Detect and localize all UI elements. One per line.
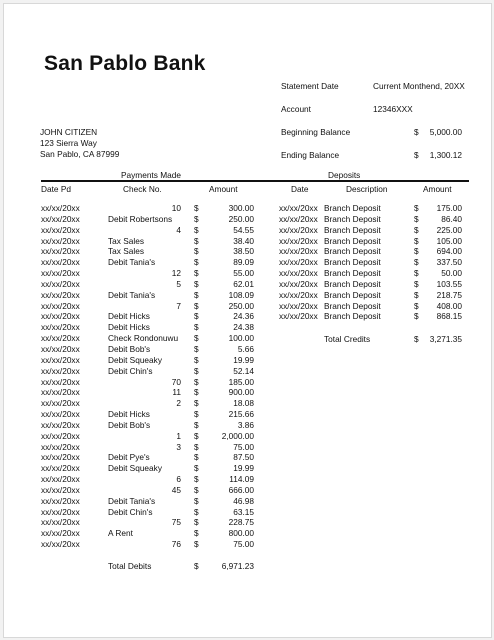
payment-amount: 114.09 (229, 474, 254, 485)
payment-currency: $ (194, 289, 199, 300)
deposits-header-amount: Amount (423, 184, 452, 194)
payment-amount: 75.00 (233, 441, 254, 452)
payment-currency: $ (194, 257, 199, 268)
payment-currency: $ (194, 398, 199, 409)
payment-date: xx/xx/20xx (41, 322, 80, 333)
payment-currency: $ (194, 539, 199, 550)
payment-currency: $ (194, 343, 199, 354)
payment-date: xx/xx/20xx (41, 539, 80, 550)
payment-check-number: 70 (171, 376, 181, 387)
deposit-row (4, 301, 474, 312)
payment-amount: 5.66 (237, 343, 254, 354)
deposit-date: xx/xx/20xx (279, 289, 318, 300)
statement-date-value: Current Monthend, 20XX (373, 81, 465, 91)
payment-amount: 89.09 (233, 257, 254, 268)
payment-description: Tax Sales (108, 235, 144, 246)
payment-description: Debit Bob's (108, 343, 151, 354)
payment-date: xx/xx/20xx (41, 452, 80, 463)
payment-date: xx/xx/20xx (41, 235, 80, 246)
payment-date: xx/xx/20xx (41, 203, 80, 213)
payment-date: xx/xx/20xx (41, 257, 80, 268)
deposit-description: Branch Deposit (324, 213, 381, 224)
deposit-row (4, 236, 474, 247)
payment-currency: $ (194, 203, 199, 213)
payment-date: xx/xx/20xx (41, 484, 80, 495)
payment-date: xx/xx/20xx (41, 409, 80, 420)
payments-header-date: Date Pd (41, 184, 71, 194)
payment-date: xx/xx/20xx (41, 213, 80, 224)
deposit-amount: 86.40 (441, 213, 462, 224)
payment-currency: $ (194, 376, 199, 387)
deposits-table (4, 203, 474, 322)
payment-currency: $ (194, 333, 199, 344)
deposit-date: xx/xx/20xx (279, 246, 318, 257)
payment-currency: $ (194, 495, 199, 506)
payment-description: Debit Tania's (108, 257, 156, 268)
payment-amount: 3.86 (237, 419, 254, 430)
payment-amount: 300.00 (228, 203, 254, 213)
deposit-date: xx/xx/20xx (279, 203, 318, 213)
payment-currency: $ (194, 409, 199, 420)
deposit-row (4, 268, 474, 279)
customer-street: 123 Sierra Way (40, 138, 97, 148)
payment-amount: 215.66 (228, 409, 254, 420)
payment-row (4, 333, 274, 344)
deposit-description: Branch Deposit (324, 246, 381, 257)
payment-currency: $ (194, 268, 199, 279)
total-debits-label: Total Debits (108, 561, 152, 571)
payment-amount: 250.00 (228, 213, 254, 224)
payment-currency: $ (194, 430, 199, 441)
payment-date: xx/xx/20xx (41, 398, 80, 409)
deposit-description: Branch Deposit (324, 268, 381, 279)
deposit-currency: $ (414, 246, 419, 257)
payment-row (4, 344, 274, 355)
deposit-row (4, 311, 474, 322)
payment-amount: 185.00 (228, 376, 254, 387)
deposits-section-title: Deposits (328, 170, 361, 180)
deposit-row (4, 203, 474, 214)
deposits-header-description: Description (346, 184, 388, 194)
payment-amount: 108.09 (228, 289, 254, 300)
payment-row (4, 398, 274, 409)
payment-amount: 900.00 (228, 387, 254, 398)
deposit-currency: $ (414, 224, 419, 235)
payment-currency: $ (194, 311, 199, 322)
payment-currency: $ (194, 322, 199, 333)
payment-row (4, 528, 274, 539)
payment-check-number: 11 (172, 387, 181, 398)
payment-amount: 38.50 (233, 246, 254, 257)
payment-row (4, 474, 274, 485)
account-value: 12346XXX (373, 104, 413, 114)
deposit-currency: $ (414, 311, 419, 322)
payment-amount: 63.15 (233, 506, 254, 517)
deposit-date: xx/xx/20xx (279, 224, 318, 235)
payment-description: Debit Robertsons (108, 213, 173, 224)
payment-currency: $ (194, 235, 199, 246)
beginning-balance-value: 5,000.00 (429, 127, 462, 137)
payment-date: xx/xx/20xx (41, 528, 80, 539)
payment-row (4, 442, 274, 453)
deposit-description: Branch Deposit (324, 300, 381, 311)
deposit-row (4, 290, 474, 301)
payment-amount: 800.00 (228, 528, 254, 539)
payment-check-number: 2 (176, 398, 181, 409)
deposit-amount: 337.50 (436, 257, 462, 268)
payment-description: Debit Bob's (108, 419, 151, 430)
payment-amount: 666.00 (228, 484, 254, 495)
payment-amount: 19.99 (233, 354, 254, 365)
deposit-description: Branch Deposit (324, 235, 381, 246)
deposit-currency: $ (414, 257, 419, 268)
deposit-currency: $ (414, 203, 419, 213)
payment-currency: $ (194, 441, 199, 452)
payment-row (4, 322, 274, 333)
deposit-amount: 50.00 (441, 268, 462, 279)
payment-currency: $ (194, 246, 199, 257)
payment-description: Debit Chin's (108, 365, 153, 376)
payment-description: Debit Hicks (108, 409, 150, 420)
payment-date: xx/xx/20xx (41, 268, 80, 279)
deposit-currency: $ (414, 278, 419, 289)
payments-section-title: Payments Made (121, 170, 181, 180)
payment-date: xx/xx/20xx (41, 419, 80, 430)
deposit-currency: $ (414, 213, 419, 224)
payment-amount: 24.38 (233, 322, 254, 333)
deposit-description: Branch Deposit (324, 289, 381, 300)
payment-row (4, 496, 274, 507)
deposit-row (4, 246, 474, 257)
payment-amount: 87.50 (233, 452, 254, 463)
payment-date: xx/xx/20xx (41, 343, 80, 354)
payment-currency: $ (194, 300, 199, 311)
total-debits-currency: $ (194, 561, 199, 571)
payment-check-number: 4 (176, 224, 181, 235)
payment-currency: $ (194, 463, 199, 474)
ending-balance-currency: $ (414, 150, 419, 160)
payment-description: Debit Squeaky (108, 354, 162, 365)
beginning-balance-label: Beginning Balance (281, 127, 351, 137)
deposit-amount: 105.00 (436, 235, 462, 246)
payment-amount: 54.55 (233, 224, 254, 235)
payment-description: Debit Hicks (108, 322, 150, 333)
deposit-description: Branch Deposit (324, 203, 381, 213)
payment-date: xx/xx/20xx (41, 441, 80, 452)
deposit-amount: 103.55 (436, 278, 462, 289)
total-credits-value: 3,271.35 (429, 334, 462, 344)
payment-date: xx/xx/20xx (41, 517, 80, 528)
payment-currency: $ (194, 419, 199, 430)
payment-description: Debit Chin's (108, 506, 153, 517)
payment-currency: $ (194, 387, 199, 398)
deposit-currency: $ (414, 300, 419, 311)
payment-row (4, 452, 274, 463)
account-label: Account (281, 104, 311, 114)
payment-amount: 19.99 (233, 463, 254, 474)
payment-check-number: 10 (171, 203, 181, 213)
payment-check-number: 12 (171, 268, 181, 279)
payment-currency: $ (194, 474, 199, 485)
deposit-row (4, 279, 474, 290)
payment-date: xx/xx/20xx (41, 506, 80, 517)
deposit-row (4, 225, 474, 236)
payment-row (4, 507, 274, 518)
payment-amount: 250.00 (228, 300, 254, 311)
payment-currency: $ (194, 278, 199, 289)
payment-check-number: 3 (176, 441, 181, 452)
payment-row (4, 517, 274, 528)
payment-description: Tax Sales (108, 246, 144, 257)
deposit-currency: $ (414, 268, 419, 279)
payment-date: xx/xx/20xx (41, 278, 80, 289)
payment-check-number: 5 (176, 278, 181, 289)
payment-row (4, 463, 274, 474)
deposit-amount: 218.75 (436, 289, 462, 300)
deposit-description: Branch Deposit (324, 257, 381, 268)
payment-row (4, 355, 274, 366)
payment-date: xx/xx/20xx (41, 224, 80, 235)
beginning-balance-currency: $ (414, 127, 419, 137)
payment-check-number: 76 (171, 539, 181, 550)
payment-date: xx/xx/20xx (41, 300, 80, 311)
customer-name: JOHN CITIZEN (40, 127, 98, 137)
payment-date: xx/xx/20xx (41, 365, 80, 376)
payment-date: xx/xx/20xx (41, 474, 80, 485)
deposit-description: Branch Deposit (324, 278, 381, 289)
payment-amount: 18.08 (233, 398, 254, 409)
deposit-currency: $ (414, 235, 419, 246)
payment-currency: $ (194, 452, 199, 463)
deposit-amount: 225.00 (436, 224, 462, 235)
payment-amount: 228.75 (228, 517, 254, 528)
payment-date: xx/xx/20xx (41, 246, 80, 257)
payment-amount: 46.98 (233, 495, 254, 506)
deposit-date: xx/xx/20xx (279, 300, 318, 311)
payment-row (4, 366, 274, 377)
payment-description: Debit Tania's (108, 495, 156, 506)
payment-currency: $ (194, 213, 199, 224)
payment-check-number: 1 (176, 430, 181, 441)
payment-row (4, 539, 274, 550)
statement-date-label: Statement Date (281, 81, 339, 91)
payment-date: xx/xx/20xx (41, 495, 80, 506)
payment-description: Check Rondonuwu (108, 333, 179, 344)
payment-date: xx/xx/20xx (41, 333, 80, 344)
deposit-amount: 408.00 (436, 300, 462, 311)
payment-date: xx/xx/20xx (41, 387, 80, 398)
payment-check-number: 6 (176, 474, 181, 485)
payment-description: A Rent (108, 528, 133, 539)
deposit-description: Branch Deposit (324, 311, 381, 322)
deposit-date: xx/xx/20xx (279, 257, 318, 268)
payment-check-number: 75 (171, 517, 181, 528)
payment-currency: $ (194, 517, 199, 528)
deposit-date: xx/xx/20xx (279, 235, 318, 246)
payment-date: xx/xx/20xx (41, 430, 80, 441)
payment-row (4, 409, 274, 420)
payment-amount: 2,000.00 (221, 430, 254, 441)
payment-currency: $ (194, 365, 199, 376)
payment-amount: 24.36 (233, 311, 254, 322)
payment-amount: 38.40 (233, 235, 254, 246)
payment-date: xx/xx/20xx (41, 289, 80, 300)
payment-currency: $ (194, 484, 199, 495)
deposit-date: xx/xx/20xx (279, 213, 318, 224)
deposits-header-date: Date (291, 184, 309, 194)
payments-header-check: Check No. (123, 184, 162, 194)
payment-date: xx/xx/20xx (41, 463, 80, 474)
payment-amount: 55.00 (233, 268, 254, 279)
payment-row (4, 485, 274, 496)
payment-row (4, 377, 274, 388)
payment-description: Debit Pye's (108, 452, 150, 463)
deposit-row (4, 257, 474, 268)
payment-row (4, 387, 274, 398)
payment-amount: 52.14 (233, 365, 254, 376)
deposit-amount: 175.00 (436, 203, 462, 213)
total-credits-label: Total Credits (324, 334, 371, 344)
deposit-row (4, 214, 474, 225)
deposit-description: Branch Deposit (324, 224, 381, 235)
payments-header-amount: Amount (209, 184, 238, 194)
payment-amount: 100.00 (228, 333, 254, 344)
customer-city: San Pablo, CA 87999 (40, 149, 120, 159)
header-divider (41, 180, 469, 182)
ending-balance-label: Ending Balance (281, 150, 340, 160)
payment-amount: 62.01 (233, 278, 254, 289)
payment-description: Debit Hicks (108, 311, 150, 322)
deposit-amount: 868.15 (436, 311, 462, 322)
deposit-date: xx/xx/20xx (279, 278, 318, 289)
payment-description: Debit Tania's (108, 289, 156, 300)
payment-date: xx/xx/20xx (41, 376, 80, 387)
statement-page (3, 3, 492, 638)
payment-currency: $ (194, 506, 199, 517)
deposit-date: xx/xx/20xx (279, 311, 318, 322)
payment-row (4, 431, 274, 442)
payment-amount: 75.00 (233, 539, 254, 550)
deposit-date: xx/xx/20xx (279, 268, 318, 279)
payment-date: xx/xx/20xx (41, 311, 80, 322)
payment-description: Debit Squeaky (108, 463, 162, 474)
ending-balance-value: 1,300.12 (429, 150, 462, 160)
payment-date: xx/xx/20xx (41, 354, 80, 365)
total-credits-currency: $ (414, 334, 419, 344)
payment-row (4, 420, 274, 431)
payment-currency: $ (194, 354, 199, 365)
deposit-amount: 694.00 (436, 246, 462, 257)
total-debits-value: 6,971.23 (221, 561, 254, 571)
payment-check-number: 7 (176, 300, 181, 311)
payment-currency: $ (194, 224, 199, 235)
deposit-currency: $ (414, 289, 419, 300)
payment-currency: $ (194, 528, 199, 539)
bank-name: San Pablo Bank (44, 52, 206, 75)
payment-check-number: 45 (171, 484, 181, 495)
